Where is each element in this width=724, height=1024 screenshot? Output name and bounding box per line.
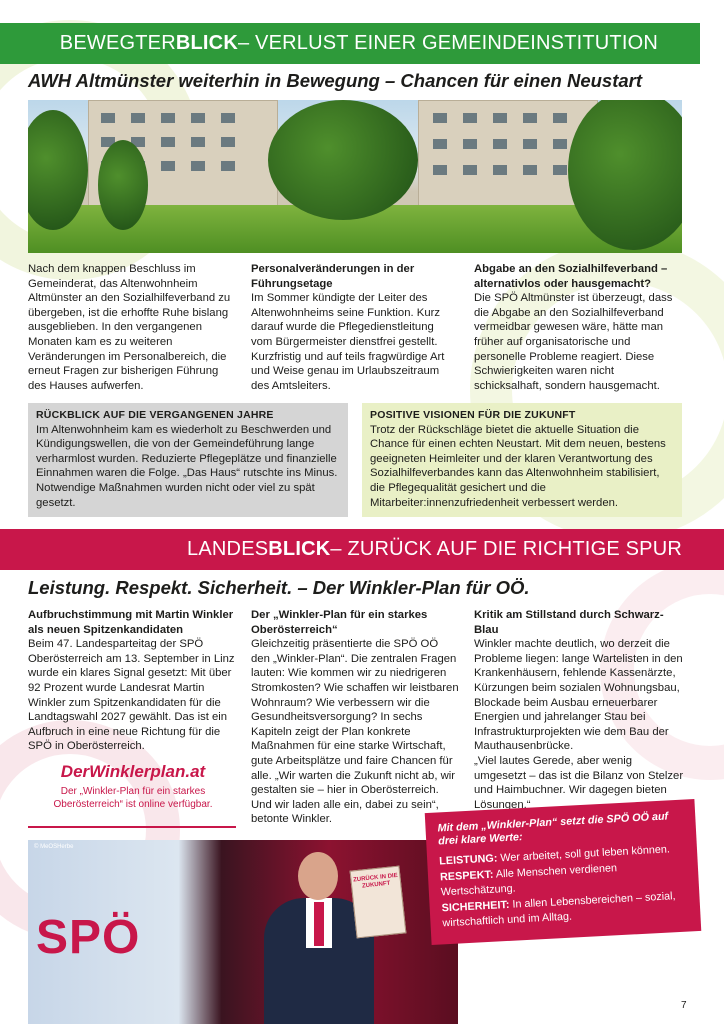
rueckblick-box: [28, 403, 348, 517]
article-headline: AWH Altmünster weiterhin in Bewegung – Chancen für einen Neustart: [28, 70, 643, 91]
column-subheading: Der „Winkler-Plan für ein starkes Oberösterreich“: [251, 609, 428, 636]
article-column-1: [28, 608, 238, 754]
altenwohnheim-photo: [28, 100, 682, 253]
page-number: 7: [681, 1000, 687, 1011]
tree: [268, 100, 418, 220]
column-subheading: Abgabe an den Sozialhilfeverband – alternativlos oder hausgemacht?: [474, 263, 668, 290]
article-headline: Leistung. Respekt. Sicherheit. – Der Winkler-Plan für OÖ.: [28, 577, 530, 598]
column-subheading: Aufbruchstimmung mit Martin Winkler als neuen Spitzenkandidaten: [28, 609, 234, 636]
column-text: Im Sommer kündigte der Leiter des Altenwohnheims seine Funktion. Kurz darauf wurde die Pflegedienstleitung vom Bürgermeister dienstfrei gestellt. Kurzfristig und auf teils fragwürdige Art und Weise genau im Urlaubszeitraum des Amtsleiters.: [251, 292, 445, 392]
column-text: Beim 47. Landesparteitag der SPÖ Oberösterreich am 13. September in Linz wurde ein klares Signal gesetzt: Mit über 92 Prozent wurde Landesrat Martin Winkler zum Spitzenkandidaten für die Landtagswahl 2027 gewählt. Das ist ein Aufbruch in eine neue Richtung für die SPÖ in Oberösterreich.: [28, 638, 235, 753]
column-text: Nach dem knappen Beschluss im Gemeinderat, das Altenwohnheim Altmünster an den Sozialhilfeverband zu übergeben, ist die erhoffte Ruhe bislang ausgeblieben. In den vergangenen Monaten kam es zu weiteren Veränderungen im Personalbereich, die erneut Fragen zur bisherigen Führung des Hauses aufwerfen.: [28, 263, 231, 392]
winkler-photo: [28, 840, 458, 1024]
column-quote: „Viel lautes Gerede, aber wenig umgesetzt – das ist die Bilanz von Stelzer und Haimbuchner. Wir dagegen bieten Lösungen.“: [474, 754, 684, 811]
value-item-respekt: RESPEKT: Alle Menschen verdienen Wertschätzung.: [439, 861, 618, 899]
box-text: Im Altenwohnheim kam es wiederholt zu Beschwerden und Kündigungswellen, die von der Gemeindeführung lange verharmlost wurden. Reduzierte Pflegeplätze und finanzielle Einnahmen waren die Folge. „Das Haus“ rutschte ins Minus. Notwendige Maßnahmen wurden nicht oder viel zu spät gesetzt.: [36, 423, 338, 509]
box-title: POSITIVE VISIONEN FÜR DIE ZUKUNFT: [370, 409, 576, 421]
winklerplan-booklet: [350, 866, 407, 939]
column-text: Gleichzeitig präsentierte die SPÖ OÖ den „Winkler-Plan“. Die zentralen Fragen lauten: Wie kommen wir zu niedrigeren Stromkosten? Wie schaffen wir leistbaren Wohnraum? Wie verbessern wir die Gesundheitsversorgung? In sechs Kapiteln zeigt der Plan konkrete Maßnahmen für eine starke Wirtschaft, gute Arbeitsplätze und faire Chancen für alle. „Wir warten die Zukunft nicht ab, wir gestalten sie – hier in Oberösterreich. Und wir laden alle ein, dabei zu sein“, betonte Winkler.: [251, 638, 459, 826]
article-column-2: [251, 608, 459, 827]
visionen-box: [362, 403, 682, 517]
article-column-2: [251, 262, 456, 393]
spoe-logo: SPÖ: [36, 911, 141, 964]
section-banner-landesblick: [0, 529, 724, 570]
divider: [28, 826, 236, 828]
box-title: RÜCKBLICK AUF DIE VERGANGENEN JAHRE: [36, 409, 274, 421]
column-subheading: Kritik am Stillstand durch Schwarz-Blau: [474, 609, 664, 636]
column-text: Die SPÖ Altmünster ist überzeugt, dass die Abgabe an den Sozialhilfeverband vermeidbar gewesen wäre, hätte man früher auf organisatorische und personelle Probleme reagiert. Diese Schwierigkeiten waren nicht schicksalhaft, sondern hausgemacht.: [474, 292, 673, 392]
winklerplan-link-block: [28, 762, 238, 811]
value-item-leistung: LEISTUNG: Wer arbeitet, soll gut leben können.: [438, 843, 671, 868]
section-banner-bewegterblick: [0, 23, 700, 64]
values-intro: Mit dem „Winkler-Plan“ setzt die SPÖ OÖ auf drei klare Werte:: [437, 810, 669, 848]
banner-prefix: LANDES: [187, 538, 269, 560]
link-note: Der „Winkler-Plan für ein starkes Oberösterreich“ ist online verfügbar.: [53, 786, 213, 810]
photo-credit: © MeOSHerbe: [34, 844, 74, 850]
banner-bold: BLICK: [175, 32, 238, 54]
banner-prefix: BEWEGTER: [59, 32, 176, 54]
article-column-3: [474, 608, 686, 812]
column-subheading: Personalveränderungen in der Führungsetage: [251, 263, 415, 290]
banner-rest: – VERLUST EINER GEMEINDEINSTITUTION: [237, 32, 658, 54]
banner-bold: BLICK: [268, 538, 331, 560]
article-column-3: [474, 262, 684, 393]
tie: [314, 902, 324, 946]
winklerplan-link[interactable]: DerWinklerplan.at: [60, 762, 206, 781]
person-head: [298, 852, 338, 900]
article-column-1: [28, 262, 233, 393]
banner-rest: – ZURÜCK AUF DIE RICHTIGE SPUR: [330, 538, 682, 560]
values-box: [425, 799, 702, 945]
booklet-title: ZURÜCK IN DIE ZUKUNFT: [352, 872, 399, 890]
column-text: Winkler machte deutlich, wo derzeit die Probleme liegen: lange Wartelisten in den Krankenhäusern, fehlende Kassenärzte, Kürzungen beim sozialen Wohnungsbau, Blockade beim Ausbau erneuerbarer Energien und jahrelanger Stau bei Infrastrukturprojekten wie dem Bau der Mauthausenbrücke.: [474, 638, 683, 753]
value-item-sicherheit: SICHERHEIT: In allen Lebensbereichen – sozial, wirtschaftlich und im Alltag.: [441, 889, 676, 930]
box-text: Trotz der Rückschläge bietet die aktuelle Situation die Chance für einen echten Neustart. Mit dem neuen, bestens geeigneten Heimleiter und der klaren Verantwortung des Sozialhilfeverbandes kann das Altenwohnheim stabilisiert, die Pflegequalität gesichert und die Mitarbeiter:innenzufriedenheit verbessert werden.: [370, 423, 666, 509]
tree: [98, 140, 148, 230]
